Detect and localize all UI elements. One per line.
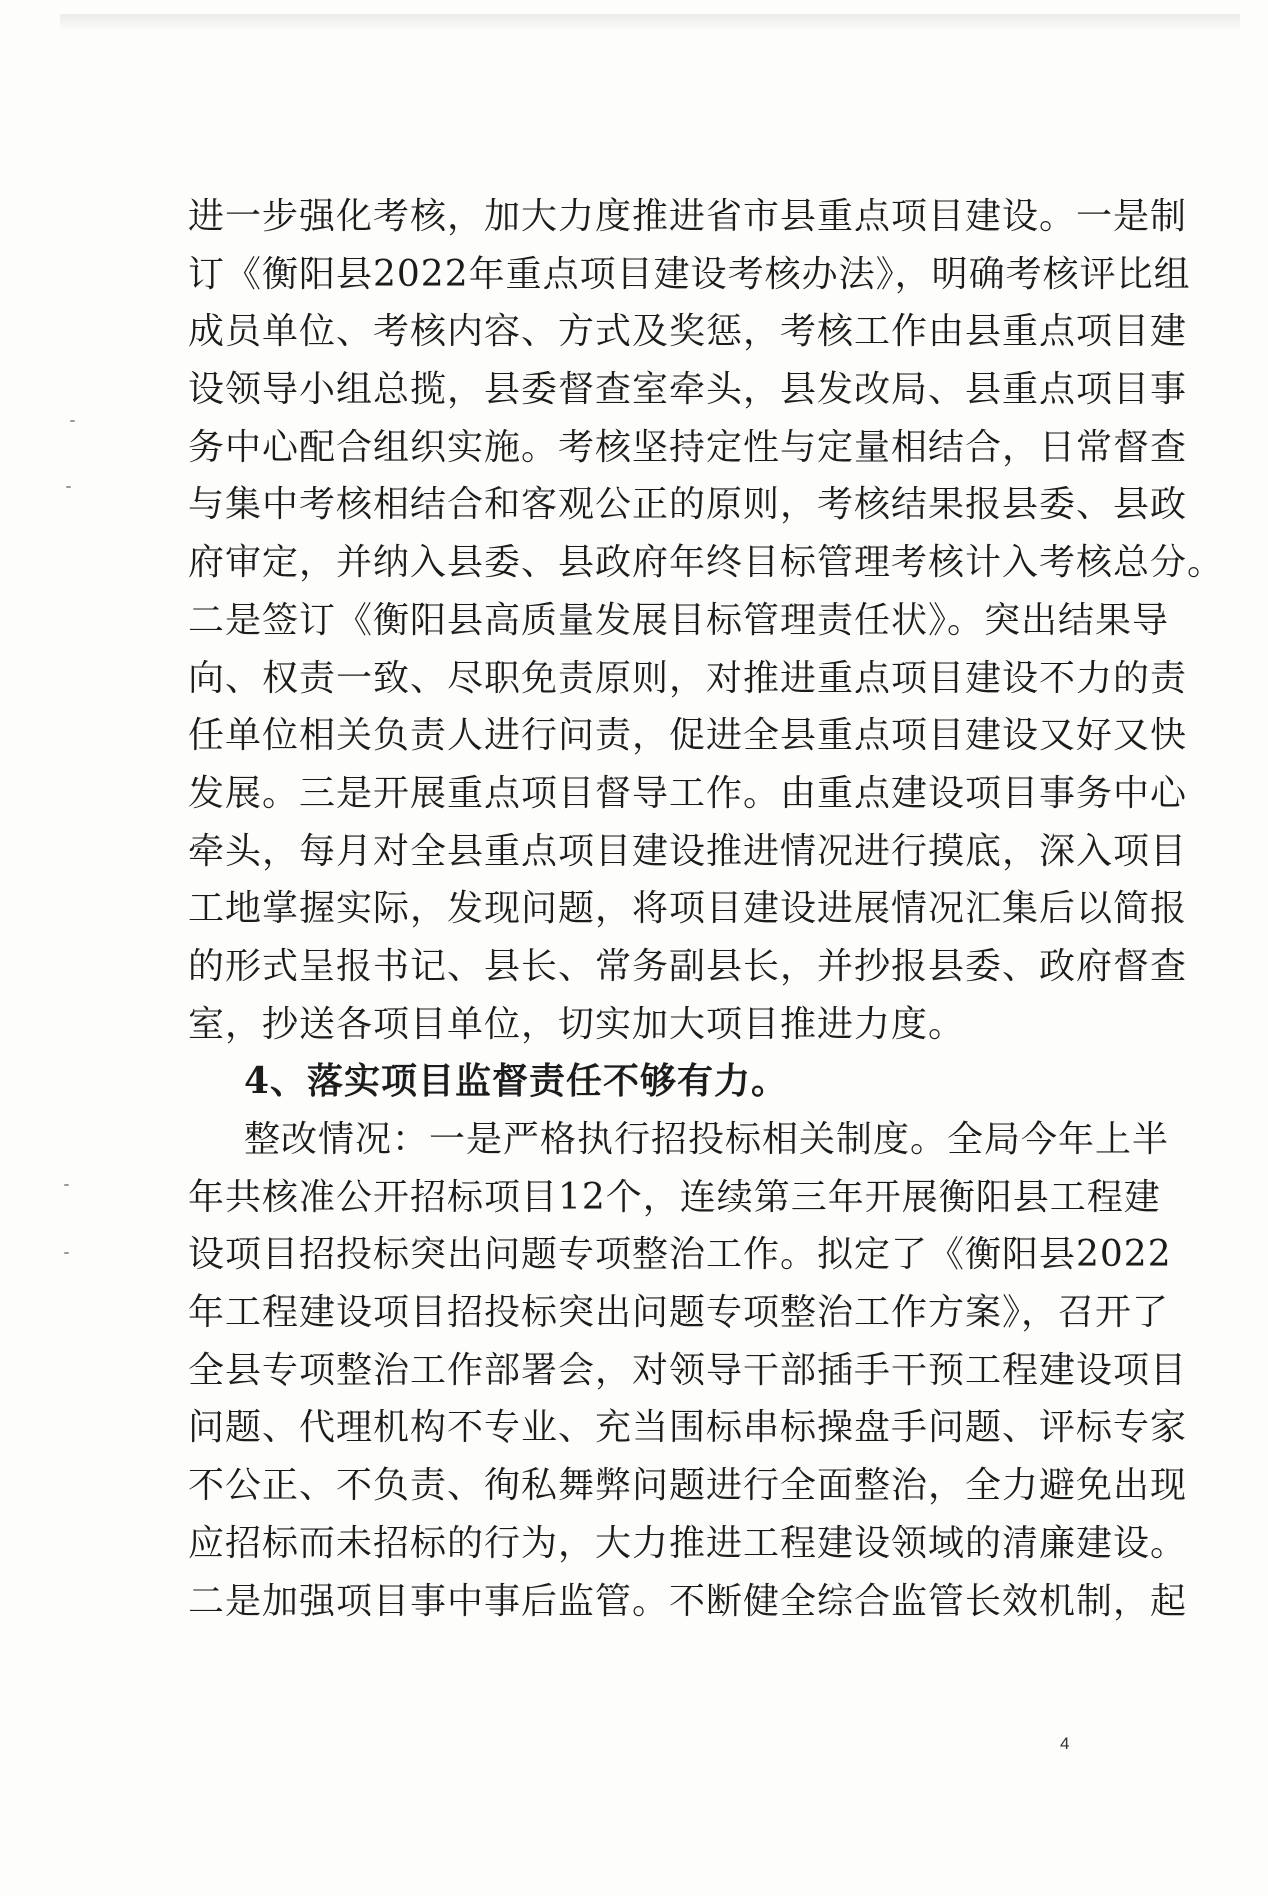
page-number: 4 [1060, 1734, 1070, 1753]
text-line: 不公正、不负责、徇私舞弊问题进行全面整治，全力避免出现 [188, 1465, 1188, 1507]
text-line: 府审定，并纳入县委、县政府年终目标管理考核计入考核总分。 [188, 542, 1225, 584]
text-line: 室，抄送各项目单位，切实加大项目推进力度。 [188, 1003, 966, 1045]
text-line: 订《衡阳县2022年重点项目建设考核办法》，明确考核评比组 [188, 253, 1191, 295]
text-line: 工地掌握实际，发现问题，将项目建设进展情况汇集后以简报 [188, 888, 1188, 930]
text-line: 的形式呈报书记、县长、常务副县长，并抄报县委、政府督查 [188, 945, 1188, 987]
scan-speck [66, 486, 71, 488]
text-line: 年工程建设项目招投标突出问题专项整治工作方案》，召开了 [188, 1292, 1170, 1334]
scan-speck [64, 1252, 69, 1254]
section-heading: 4、落实项目监督责任不够有力。 [244, 1060, 789, 1103]
text-line: 成员单位、考核内容、方式及奖惩，考核工作由县重点项目建 [188, 311, 1188, 353]
scan-top-shadow [60, 14, 1240, 32]
text-line: 年共核准公开招标项目12个，连续第三年开展衡阳县工程建 [188, 1176, 1161, 1218]
text-line: 进一步强化考核，加大力度推进省市县重点项目建设。一是制 [188, 196, 1188, 237]
text-line: 牵头，每月对全县重点项目建设推进情况进行摸底，深入项目 [188, 830, 1188, 872]
body-text [188, 188, 1225, 1630]
text-line: 务中心配合组织实施。考核坚持定性与定量相结合，日常督查 [188, 426, 1188, 468]
text-line: 整改情况：一是严格执行招投标相关制度。全局今年上半 [244, 1119, 1170, 1160]
text-line: 设项目招投标突出问题专项整治工作。拟定了《衡阳县2022 [188, 1234, 1172, 1276]
text-line: 问题、代理机构不专业、充当围标串标操盘手问题、评标专家 [188, 1407, 1188, 1449]
text-line: 全县专项整治工作部署会，对领导干部插手干预工程建设项目 [188, 1349, 1188, 1391]
text-line: 二是签订《衡阳县高质量发展目标管理责任状》。突出结果导 [188, 599, 1170, 641]
text-line: 任单位相关负责人进行问责，促进全县重点项目建设又好又快 [188, 715, 1188, 757]
text-line: 应招标而未招标的行为，大力推进工程建设领域的清廉建设。 [188, 1522, 1188, 1564]
scan-speck [64, 1184, 69, 1186]
text-line: 向、权责一致、尽职免责原则，对推进重点项目建设不力的责 [188, 657, 1188, 699]
scan-speck [70, 420, 75, 422]
text-line: 发展。三是开展重点项目督导工作。由重点建设项目事务中心 [188, 772, 1188, 814]
text-line: 与集中考核相结合和客观公正的原则，考核结果报县委、县政 [188, 484, 1188, 526]
text-line: 二是加强项目事中事后监管。不断健全综合监管长效机制，起 [188, 1580, 1188, 1622]
text-line: 设领导小组总揽，县委督查室牵头，县发改局、县重点项目事 [188, 369, 1188, 411]
